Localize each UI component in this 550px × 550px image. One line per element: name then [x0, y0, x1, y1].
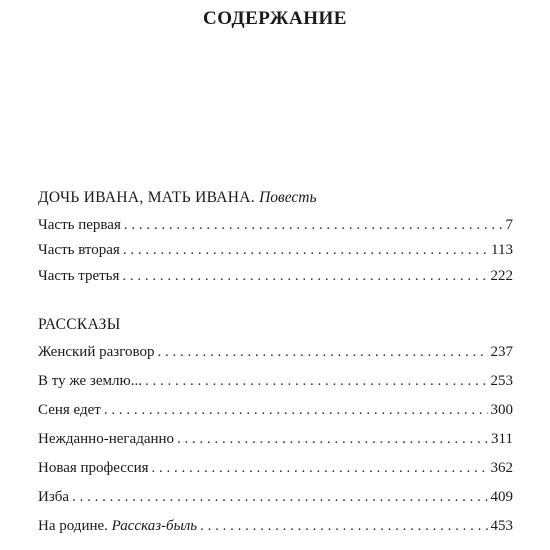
dot-leader: [152, 460, 488, 477]
toc-entry[interactable]: [38, 431, 513, 453]
section-genre: Повесть: [259, 189, 317, 206]
dot-leader: [122, 268, 487, 285]
dot-leader: [200, 518, 487, 535]
toc-entry-label: Часть первая: [38, 217, 121, 233]
toc-entry[interactable]: [38, 518, 513, 540]
toc-entry-label: [38, 518, 197, 535]
toc-entry-label: Нежданно-негаданно: [38, 431, 175, 447]
dot-leader: [104, 402, 488, 419]
section-heading-text: ДОЧЬ ИВАНА, МАТЬ ИВАНА.: [38, 189, 255, 206]
toc-entry-label: Изба: [38, 489, 70, 505]
toc-entry[interactable]: [38, 242, 513, 264]
toc-entry-page: 409: [490, 489, 513, 505]
toc-entry-label: Часть третья: [38, 268, 120, 284]
toc-entry-page: 362: [490, 460, 513, 476]
toc-entry[interactable]: [38, 344, 513, 366]
toc-entry-label: Сеня едет: [38, 402, 101, 418]
section-heading-novel: [38, 189, 317, 207]
toc-entry[interactable]: [38, 217, 513, 239]
dot-leader: [157, 344, 487, 361]
toc-entry-subtitle: Рассказ-быль: [111, 518, 198, 534]
toc-entry-page: 237: [490, 344, 513, 360]
toc-entry-page: 300: [490, 402, 513, 418]
toc-entry-page: 113: [491, 242, 513, 258]
toc-entry[interactable]: [38, 402, 513, 424]
dot-leader: [123, 242, 488, 259]
toc-entry[interactable]: [38, 268, 513, 290]
toc-entry[interactable]: [38, 460, 513, 482]
section-heading-text: РАССКАЗЫ: [38, 316, 121, 333]
toc-entry-page: 7: [505, 217, 513, 233]
toc-entry-page: 453: [490, 518, 513, 534]
dot-leader: [72, 489, 487, 506]
toc-entry[interactable]: [38, 373, 513, 395]
toc-entry-label-main: На родине.: [38, 518, 108, 534]
toc-entry-label: В ту же землю...: [38, 373, 142, 389]
section-heading-stories: [38, 316, 121, 334]
dot-leader: [145, 373, 488, 390]
page-title: СОДЕРЖАНИЕ: [203, 8, 347, 29]
toc-entry-page: 222: [490, 268, 513, 284]
toc-entry-label: Часть вторая: [38, 242, 120, 258]
toc-entry[interactable]: [38, 489, 513, 511]
toc-entry-label: Новая профессия: [38, 460, 149, 476]
dot-leader: [177, 431, 488, 448]
toc-entry-label: Женский разговор: [38, 344, 155, 360]
dot-leader: [124, 217, 503, 234]
toc-entry-page: 311: [491, 431, 513, 447]
toc-entry-page: 253: [490, 373, 513, 389]
